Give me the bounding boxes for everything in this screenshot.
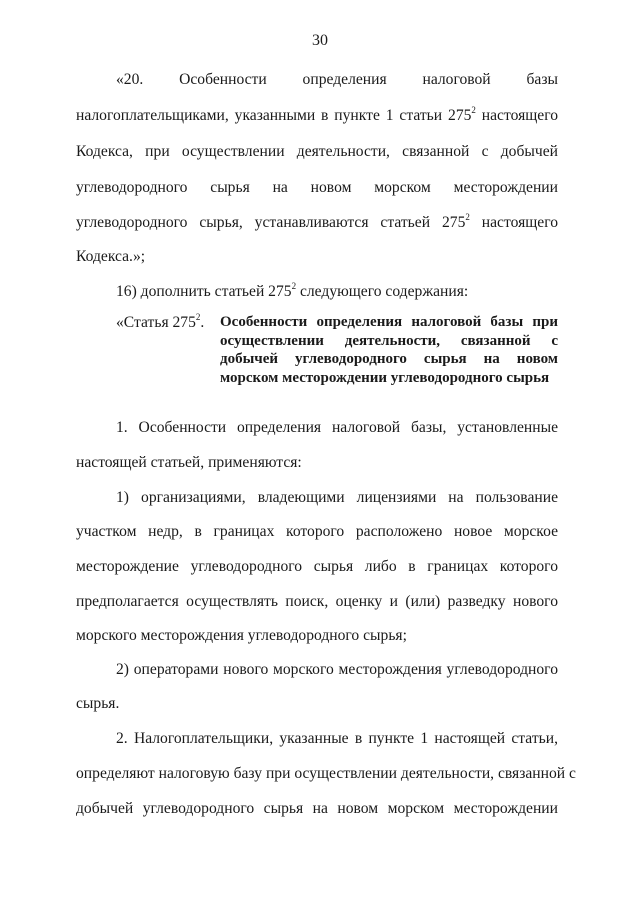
article-title: [220, 313, 558, 387]
text-fragment: .: [200, 314, 205, 331]
text-line: месторождение углеводородного сырья либо в границах которого: [76, 558, 558, 575]
text-fragment: настоящего: [475, 107, 558, 124]
text-fragment: углеводородного сырья, устанавливаются статьей 275: [76, 214, 466, 231]
superscript: 2: [465, 211, 470, 222]
text-line: [76, 106, 558, 126]
text-fragment: 16) дополнить статьей 275: [116, 283, 292, 300]
article-title-line: Особенности определения налоговой базы при: [220, 314, 558, 330]
text-line: настоящей статьей, применяются:: [76, 454, 302, 471]
text-line: предполагается осуществлять поиск, оценку и (или) разведку нового: [76, 593, 558, 610]
text-fragment: следующего содержания:: [296, 283, 469, 300]
article-title-line: осуществлении деятельности, связанной с: [220, 332, 558, 349]
text-line: морского месторождения углеводородного сырья;: [76, 627, 407, 644]
superscript: 2: [291, 280, 297, 291]
article-title-line: морском месторождении углеводородного сырья: [220, 369, 550, 386]
text-line: [76, 213, 558, 233]
text-line: 1) организациями, владеющими лицензиями на пользование: [116, 489, 558, 506]
text-fragment: налогоплательщиками, указанными в пункте 1 статьи 275: [76, 107, 472, 124]
page-number: 30: [312, 32, 328, 49]
text-line: 2. Налогоплательщики, указанные в пункте 1 настоящей статьи,: [116, 730, 558, 747]
text-line: 2) операторами нового морского месторождения углеводородного: [116, 661, 558, 678]
article-label: [116, 313, 204, 333]
text-line: Кодекса, при осуществлении деятельности, связанной с добычей: [76, 143, 558, 160]
text-fragment: настоящего: [469, 214, 558, 231]
text-line: добычей углеводородного сырья на новом морском месторождении: [76, 800, 558, 817]
text-line: сырья.: [76, 695, 120, 712]
text-fragment: «Статья 275: [116, 314, 196, 331]
article-title-line: добычей углеводородного сырья на новом: [220, 351, 558, 367]
text-line: углеводородного сырья на новом морском месторождении: [76, 179, 558, 196]
superscript: 2: [471, 104, 476, 115]
text-line: [116, 282, 558, 302]
text-line: Кодекса.»;: [76, 248, 146, 265]
text-line: определяют налоговую базу при осуществлении деятельности, связанной с: [76, 765, 576, 782]
text-line: участком недр, в границах которого расположено новое морское: [76, 523, 558, 540]
text-line: «20. Особенности определения налоговой базы: [116, 71, 558, 88]
text-line: 1. Особенности определения налоговой базы, установленные: [116, 419, 558, 436]
superscript: 2: [195, 311, 201, 322]
